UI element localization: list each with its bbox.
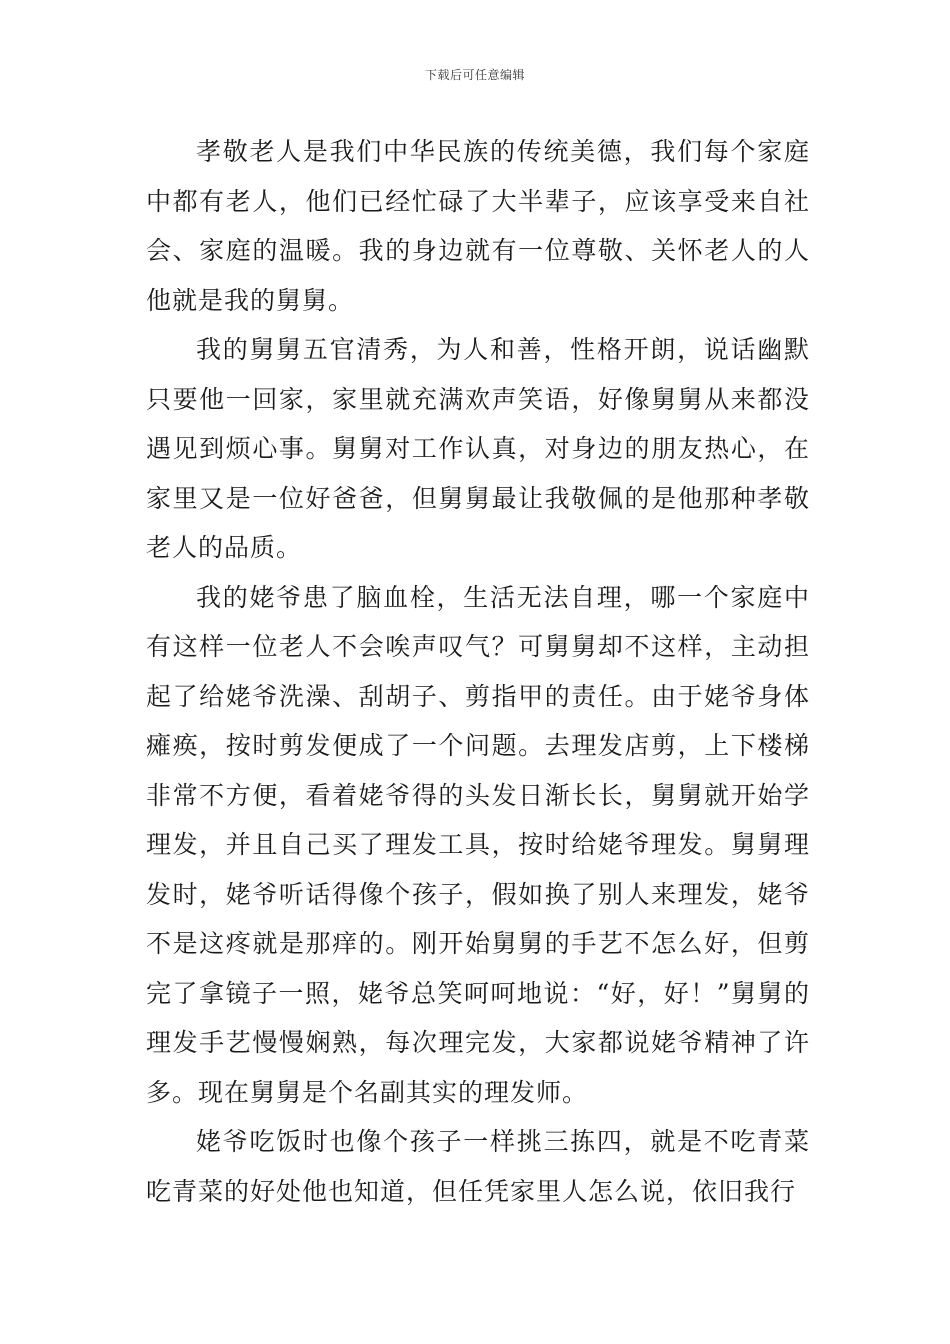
header-note: 下载后可任意编辑 <box>424 68 525 82</box>
paragraph-2: 我的舅舅五官清秀，为人和善，性格开朗，说话幽默只要他一回家，家里就充满欢声笑语，好像舅舅从来都没遇见到烦心事。舅舅对工作认真，对身边的朋友热心，在家里又是一位好爸爸，但舅舅最让我敬佩的是他那种孝敬老人的品质。 <box>146 335 810 562</box>
paragraph-4: 姥爷吃饭时也像个孩子一样挑三拣四，就是不吃青菜吃青菜的好处他也知道，但任凭家里人怎么说，依旧我行 <box>146 1127 810 1206</box>
paragraph-3: 我的姥爷患了脑血栓，生活无法自理，哪一个家庭中有这样一位老人不会唉声叹气？可舅舅却不这样，主动担起了给姥爷洗澡、刮胡子、剪指甲的责任。由于姥爷身体瘫痪，按时剪发便成了一个问题。去理发店剪，上下楼梯非常不方便，看着姥爷得的头发日渐长长，舅舅就开始学理发，并且自己买了理发工具，按时给姥爷理发。舅舅理发时，姥爷听话得像个孩子，假如换了别人来理发，姥爷不是这疼就是那痒的。刚开始舅舅的手艺不怎么好，但剪完了拿镜子一照，姥爷总笑呵呵地说：“好，好！”舅舅的理发手艺慢慢娴熟，每次理完发，大家都说姥爷精神了许多。现在舅舅是个名副其实的理发师。 <box>146 582 810 1107</box>
document-body <box>146 127 810 1216</box>
paragraph-1: 孝敬老人是我们中华民族的传统美德，我们每个家庭中都有老人，他们已经忙碌了大半辈子，应该享受来自社会、家庭的温暖。我的身边就有一位尊敬、关怀老人的人他就是我的舅舅。 <box>146 137 810 315</box>
